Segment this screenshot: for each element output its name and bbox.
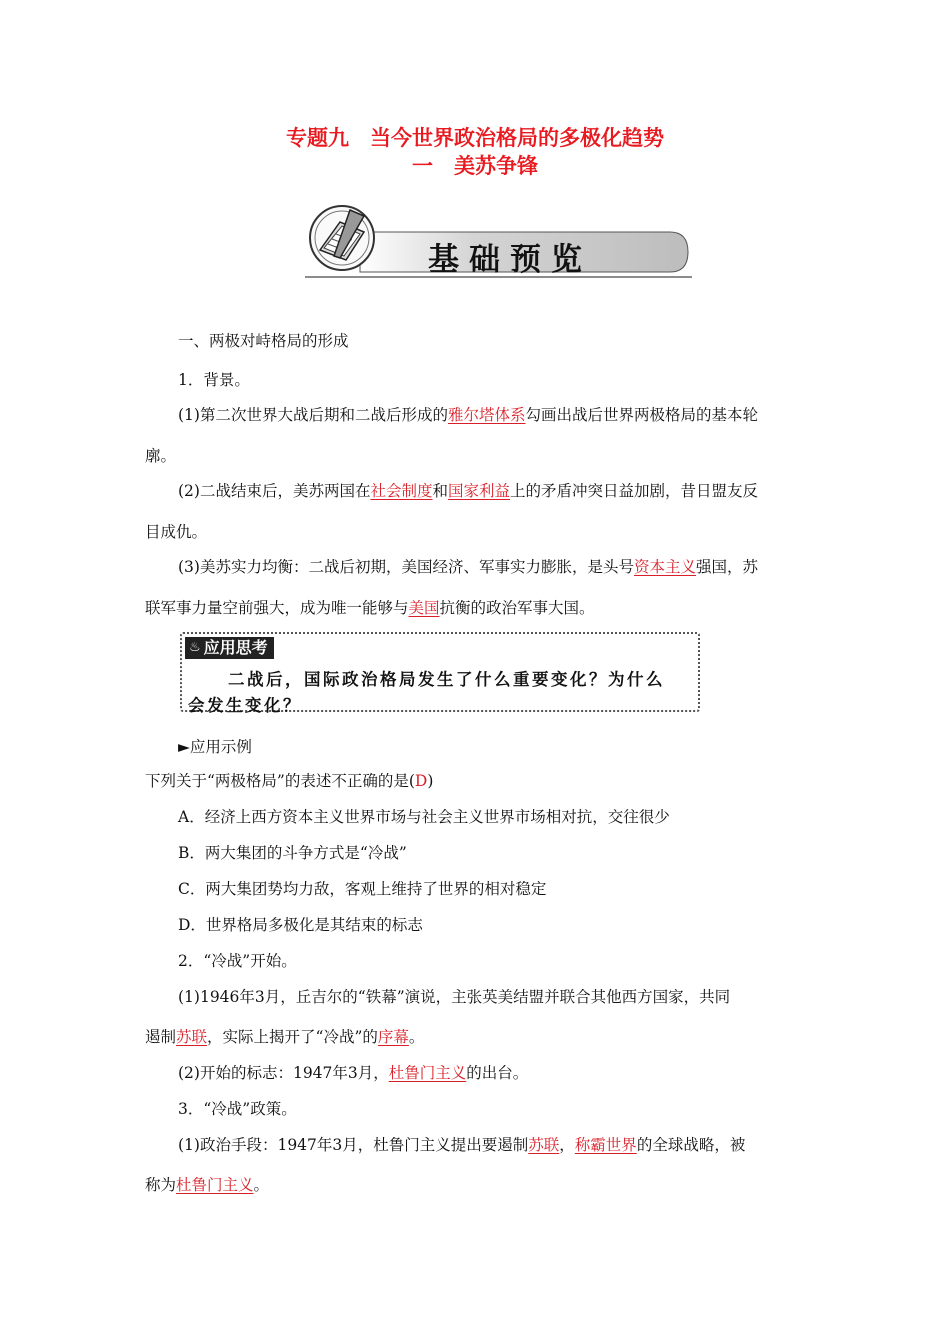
paragraph-line: 联军事力量空前强大，成为唯一能够与美国抗衡的政治军事大国。: [145, 599, 595, 617]
example-heading: ►应用示例: [178, 738, 252, 756]
option-a: A．经济上西方资本主义世界市场与社会主义世界市场相对抗，交往很少: [178, 808, 670, 826]
item-heading: 3．“冷战”政策。: [178, 1100, 297, 1118]
steam-bowl-icon: ♨: [189, 640, 201, 655]
answer-keyword: 美国: [408, 599, 440, 617]
paragraph-line: (2)开始的标志：1947年3月，杜鲁门主义的出台。: [178, 1064, 529, 1082]
question-stem: 下列关于“两极格局”的表述不正确的是(D): [145, 772, 434, 790]
paragraph-line: (1)第二次世界大战后期和二战后形成的雅尔塔体系勾画出战后世界两极格局的基本轮: [178, 406, 758, 424]
option-d: D．世界格局多极化是其结束的标志: [178, 916, 423, 934]
paragraph-line: (1)1946年3月，丘吉尔的“铁幕”演说，主张英美结盟并联合其他西方国家，共同: [178, 988, 731, 1006]
answer-keyword: 苏联: [176, 1028, 208, 1046]
think-box-tag: ♨ 应用思考: [185, 637, 274, 659]
answer-keyword: 雅尔塔体系: [447, 406, 526, 424]
answer-keyword: 杜鲁门主义: [176, 1176, 254, 1194]
answer-keyword: 苏联: [528, 1136, 560, 1154]
section-title: 一 美苏争锋: [412, 154, 538, 178]
paragraph-line: 目成仇。: [145, 523, 208, 541]
triangle-marker-icon: ►: [178, 738, 190, 756]
option-c: C．两大集团势均力敌，客观上维持了世界的相对稳定: [178, 880, 547, 898]
item-heading: 2．“冷战”开始。: [178, 952, 297, 970]
answer-keyword: 序幕: [377, 1028, 409, 1046]
paragraph-line: 称为杜鲁门主义。: [145, 1176, 270, 1194]
paragraph-line: 廓。: [145, 447, 177, 465]
paragraph-line: 遏制苏联，实际上揭开了“冷战”的序幕。: [145, 1028, 425, 1046]
chapter-title: 专题九 当今世界政治格局的多极化趋势: [286, 126, 664, 150]
answer-keyword: 杜鲁门主义: [388, 1064, 467, 1082]
application-think-box: [180, 632, 700, 715]
answer-keyword: 社会制度: [370, 482, 433, 500]
paragraph-line: (3)美苏实力均衡：二战后初期，美国经济、军事实力膨胀，是头号资本主义强国，苏: [178, 558, 758, 576]
answer-letter: D: [414, 772, 428, 790]
paragraph-line: (1)政治手段：1947年3月，杜鲁门主义提出要遏制苏联，称霸世界的全球战略，被: [178, 1136, 746, 1154]
answer-keyword: 资本主义: [633, 558, 696, 576]
basic-preview-banner: [300, 200, 700, 282]
answer-keyword: 称霸世界: [574, 1136, 637, 1154]
banner-text: 基础预览: [428, 242, 592, 278]
answer-keyword: 国家利益: [448, 482, 511, 500]
item-heading: 1．背景。: [178, 371, 250, 389]
section-heading: 一、两极对峙格局的形成: [178, 332, 349, 350]
option-b: B．两大集团的斗争方式是“冷战”: [178, 844, 407, 862]
paragraph-line: (2)二战结束后，美苏两国在社会制度和国家利益上的矛盾冲突日益加剧，昔日盟友反: [178, 482, 759, 500]
think-question-line: 二战后，国际政治格局发生了什么重要变化？为什么: [228, 670, 665, 689]
think-question-line: 会发生变化？: [188, 696, 302, 715]
